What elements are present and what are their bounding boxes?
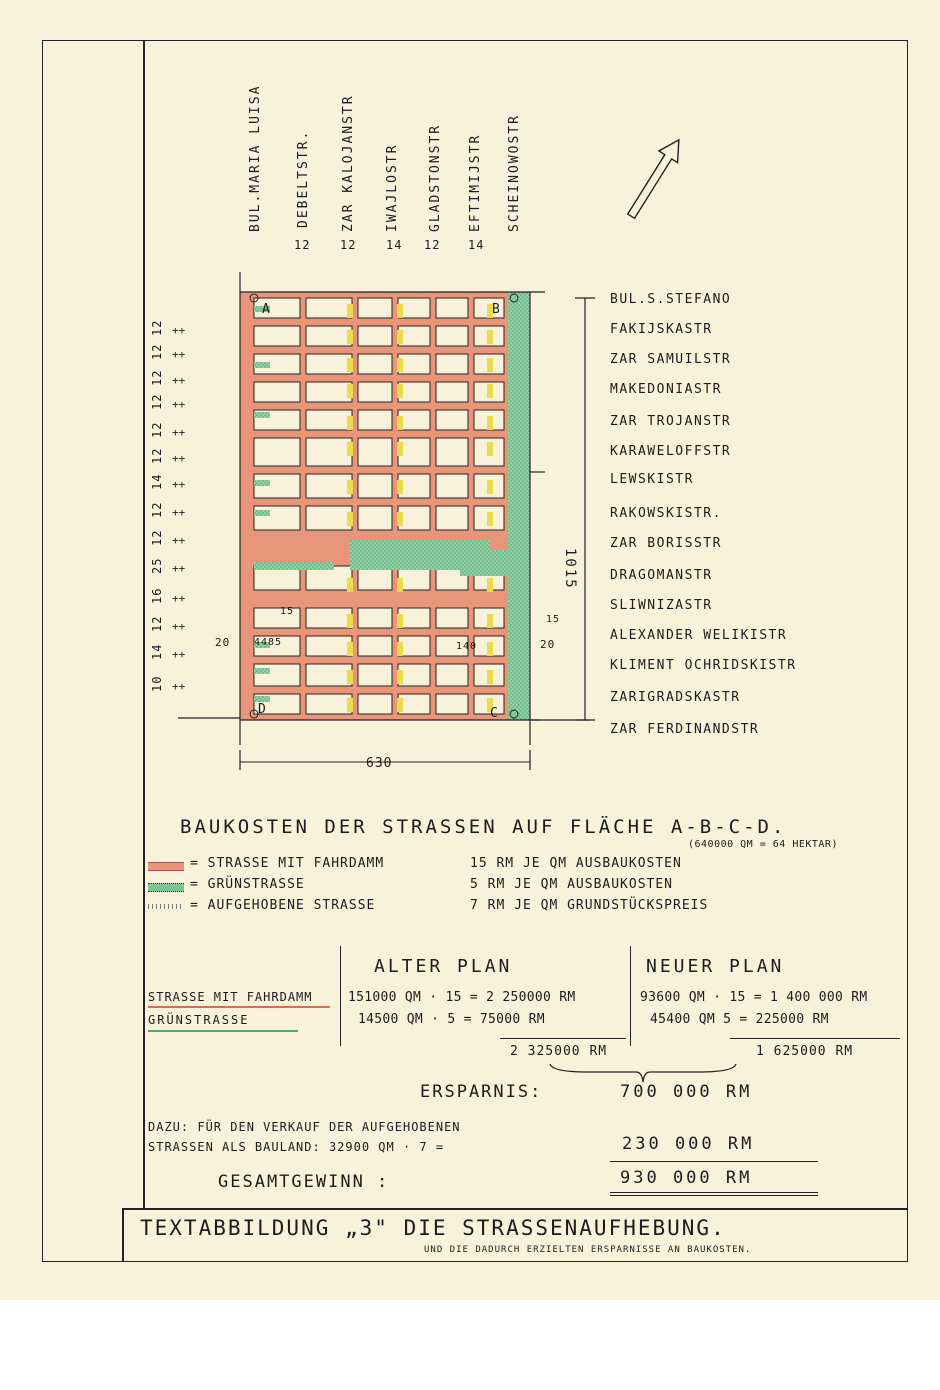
building-block bbox=[306, 438, 352, 466]
left-width-label: 10 bbox=[150, 675, 164, 692]
dim-label: 4485 bbox=[254, 637, 283, 648]
green-cross-street bbox=[254, 562, 334, 570]
building-block bbox=[436, 298, 468, 318]
row-label-road: STRASSE MIT FAHRDAMM bbox=[148, 990, 313, 1004]
title-block-line bbox=[122, 1208, 908, 1210]
left-width-label: 12 bbox=[150, 319, 164, 336]
right-street-label: ZAR BORISSTR bbox=[610, 536, 722, 551]
right-street-label: LEWSKISTR bbox=[610, 472, 694, 487]
removed-street-segment bbox=[397, 614, 403, 628]
right-street-label: KARAWELOFFSTR bbox=[610, 444, 732, 459]
total-value: 930 000 RM bbox=[620, 1168, 753, 1188]
removed-street-segment bbox=[397, 384, 403, 398]
green-stub bbox=[254, 480, 270, 486]
right-street-label: ZAR SAMUILSTR bbox=[610, 352, 732, 367]
green-stub bbox=[254, 362, 270, 368]
building-block bbox=[306, 354, 352, 374]
removed-street-segment bbox=[397, 304, 403, 318]
building-block bbox=[358, 382, 392, 402]
left-width-label: 12 bbox=[150, 615, 164, 632]
new-plan-row-road: 93600 QM · 15 = 1 400 000 RM bbox=[640, 990, 868, 1005]
building-block bbox=[306, 694, 352, 714]
legend-cost: 15 RM JE QM AUSBAUKOSTEN bbox=[470, 856, 682, 871]
sum-line bbox=[730, 1038, 900, 1039]
building-block bbox=[358, 438, 392, 466]
removed-street-segment bbox=[487, 358, 493, 372]
right-street-label: KLIMENT OCHRIDSKISTR bbox=[610, 658, 797, 673]
building-block bbox=[254, 438, 300, 466]
building-block bbox=[358, 636, 392, 656]
total-line bbox=[610, 1161, 818, 1162]
removed-street-segment bbox=[347, 578, 353, 592]
extra-line-2: STRASSEN ALS BAULAND: 32900 QM · 7 = bbox=[148, 1140, 445, 1154]
dim-label: 140 bbox=[456, 641, 478, 652]
removed-street-segment bbox=[347, 670, 353, 684]
removed-street-segment bbox=[397, 670, 403, 684]
table-divider bbox=[340, 946, 341, 1046]
legend-cost: 5 RM JE QM AUSBAUKOSTEN bbox=[470, 877, 674, 892]
width-tick-mark: ++ bbox=[172, 374, 186, 387]
removed-street-segment bbox=[487, 416, 493, 430]
corner-c-label: C bbox=[490, 706, 499, 721]
dim-label: 20 bbox=[215, 636, 231, 649]
north-arrow-icon bbox=[620, 128, 690, 228]
old-plan-row-road: 151000 QM · 15 = 2 250000 RM bbox=[348, 990, 576, 1005]
removed-street-segment bbox=[487, 480, 493, 494]
building-block bbox=[306, 382, 352, 402]
removed-street-segment bbox=[347, 442, 353, 456]
left-width-label: 12 bbox=[150, 529, 164, 546]
frame-inner-line bbox=[143, 40, 145, 1208]
dim-label: 20 bbox=[540, 638, 556, 651]
building-block bbox=[306, 410, 352, 430]
removed-street-segment bbox=[397, 442, 403, 456]
right-street-label: FAKIJSKASTR bbox=[610, 322, 713, 337]
left-width-label: 16 bbox=[150, 587, 164, 604]
building-block bbox=[436, 506, 468, 530]
building-block bbox=[436, 474, 468, 498]
sum-line bbox=[500, 1038, 626, 1039]
legend-swatch-green bbox=[148, 883, 184, 892]
green-stub bbox=[254, 510, 270, 516]
width-tick-mark: ++ bbox=[172, 348, 186, 361]
removed-street-segment bbox=[397, 330, 403, 344]
right-street-label: DRAGOMANSTR bbox=[610, 568, 713, 583]
legend-label: = GRÜNSTRASSE bbox=[190, 877, 305, 892]
removed-street-segment bbox=[397, 698, 403, 712]
top-street-label: ZAR KALOJANSTR bbox=[341, 94, 356, 232]
removed-street-segment bbox=[487, 670, 493, 684]
removed-street-segment bbox=[487, 578, 493, 592]
legend-label: = AUFGEHOBENE STRASSE bbox=[190, 898, 376, 913]
width-tick-mark: ++ bbox=[172, 680, 186, 693]
building-block bbox=[306, 664, 352, 686]
total-label: GESAMTGEWINN : bbox=[218, 1172, 390, 1192]
green-street-east bbox=[508, 292, 530, 720]
building-block bbox=[358, 354, 392, 374]
legend-cost: 7 RM JE QM GRUNDSTÜCKSPREIS bbox=[470, 898, 709, 913]
top-street-label: IWAJLOSTR bbox=[385, 143, 400, 232]
width-tick-mark: ++ bbox=[172, 506, 186, 519]
removed-street-segment bbox=[347, 384, 353, 398]
height-dimension: 1015 bbox=[562, 548, 578, 590]
removed-street-segment bbox=[487, 614, 493, 628]
new-plan-row-green: 45400 QM 5 = 225000 RM bbox=[650, 1012, 829, 1027]
building-block bbox=[436, 410, 468, 430]
building-block bbox=[254, 664, 300, 686]
building-block bbox=[306, 608, 352, 628]
building-block bbox=[306, 298, 352, 318]
corner-b-label: B bbox=[492, 302, 501, 317]
building-block bbox=[306, 506, 352, 530]
new-plan-sum: 1 625000 RM bbox=[756, 1044, 854, 1059]
row-label-green: GRÜNSTRASSE bbox=[148, 1013, 250, 1027]
legend-swatch-road bbox=[148, 862, 184, 871]
width-tick-mark: ++ bbox=[172, 324, 186, 337]
building-block bbox=[254, 506, 300, 530]
old-plan-heading: ALTER PLAN bbox=[374, 956, 513, 977]
cost-heading: BAUKOSTEN DER STRASSEN AUF FLÄCHE A-B-C-D. bbox=[180, 816, 787, 838]
dim-label: 15 bbox=[546, 614, 561, 625]
building-block bbox=[306, 636, 352, 656]
top-width-label: 14 bbox=[386, 238, 403, 252]
top-street-label: DEBELTSTR. bbox=[296, 129, 311, 228]
title-block-left-line bbox=[122, 1208, 124, 1262]
right-street-label: ZAR FERDINANDSTR bbox=[610, 722, 760, 737]
building-block bbox=[306, 326, 352, 346]
removed-street-segment bbox=[397, 416, 403, 430]
building-block bbox=[436, 326, 468, 346]
removed-street-segment bbox=[397, 358, 403, 372]
building-block bbox=[436, 608, 468, 628]
removed-street-segment bbox=[347, 304, 353, 318]
building-block bbox=[436, 694, 468, 714]
removed-street-segment bbox=[397, 642, 403, 656]
building-block bbox=[436, 664, 468, 686]
building-block bbox=[436, 438, 468, 466]
building-block bbox=[358, 474, 392, 498]
left-width-label: 12 bbox=[150, 393, 164, 410]
building-block bbox=[358, 694, 392, 714]
right-street-label: BUL.S.STEFANO bbox=[610, 292, 732, 307]
building-block bbox=[436, 354, 468, 374]
width-tick-mark: ++ bbox=[172, 620, 186, 633]
top-width-label: 12 bbox=[340, 238, 357, 252]
right-street-label: SLIWNIZASTR bbox=[610, 598, 713, 613]
left-width-label: 14 bbox=[150, 643, 164, 660]
row-label-road-underline bbox=[148, 1006, 330, 1008]
left-width-label: 14 bbox=[150, 473, 164, 490]
extra-value: 230 000 RM bbox=[622, 1134, 755, 1154]
removed-street-segment bbox=[487, 642, 493, 656]
new-plan-heading: NEUER PLAN bbox=[646, 956, 785, 977]
left-width-label: 25 bbox=[150, 557, 164, 574]
removed-street-segment bbox=[487, 512, 493, 526]
green-stub bbox=[254, 412, 270, 418]
street-plan bbox=[160, 250, 600, 770]
removed-street-segment bbox=[347, 642, 353, 656]
removed-street-segment bbox=[347, 698, 353, 712]
top-width-label: 14 bbox=[468, 238, 485, 252]
removed-street-segment bbox=[347, 358, 353, 372]
right-street-label: ALEXANDER WELIKISTR bbox=[610, 628, 788, 643]
width-dimension: 630 bbox=[366, 756, 393, 771]
removed-street-segment bbox=[347, 416, 353, 430]
building-block bbox=[254, 382, 300, 402]
width-tick-mark: ++ bbox=[172, 478, 186, 491]
building-block bbox=[306, 474, 352, 498]
green-cross-street bbox=[460, 550, 508, 576]
right-street-label: RAKOWSKISTR. bbox=[610, 506, 722, 521]
width-tick-mark: ++ bbox=[172, 534, 186, 547]
image-bottom-margin bbox=[0, 1300, 940, 1390]
savings-value: 700 000 RM bbox=[620, 1082, 753, 1102]
right-street-label: ZAR TROJANSTR bbox=[610, 414, 732, 429]
width-tick-mark: ++ bbox=[172, 426, 186, 439]
removed-street-segment bbox=[347, 614, 353, 628]
left-width-label: 12 bbox=[150, 501, 164, 518]
right-street-label: MAKEDONIASTR bbox=[610, 382, 722, 397]
caption-title: TEXTABBILDUNG „3" DIE STRASSENAUFHEBUNG. bbox=[140, 1216, 726, 1240]
building-block bbox=[254, 326, 300, 346]
top-width-label: 12 bbox=[294, 238, 311, 252]
removed-street-segment bbox=[397, 512, 403, 526]
width-tick-mark: ++ bbox=[172, 648, 186, 661]
corner-a-label: A bbox=[262, 302, 271, 317]
row-label-green-underline bbox=[148, 1030, 298, 1032]
left-width-label: 12 bbox=[150, 421, 164, 438]
left-width-label: 12 bbox=[150, 369, 164, 386]
top-street-label: SCHEINOWOSTR bbox=[507, 114, 522, 232]
caption-subtitle: UND DIE DADURCH ERZIELTEN ERSPARNISSE AN BAUKOSTEN. bbox=[424, 1245, 752, 1255]
top-width-label: 12 bbox=[424, 238, 441, 252]
old-plan-row-green: 14500 QM · 5 = 75000 RM bbox=[358, 1012, 545, 1027]
top-street-label: BUL.MARIA LUISA bbox=[248, 84, 263, 232]
cost-subheading: (640000 QM = 64 HEKTAR) bbox=[688, 839, 838, 850]
building-block bbox=[358, 326, 392, 346]
top-street-label: EFTIMIJSTR bbox=[468, 133, 483, 232]
building-block bbox=[358, 664, 392, 686]
width-tick-mark: ++ bbox=[172, 398, 186, 411]
brace-icon bbox=[548, 1062, 738, 1084]
removed-street-segment bbox=[347, 512, 353, 526]
removed-street-segment bbox=[487, 330, 493, 344]
legend-label: = STRASSE MIT FAHRDAMM bbox=[190, 856, 385, 871]
extra-line-1: DAZU: FÜR DEN VERKAUF DER AUFGEHOBENEN bbox=[148, 1120, 461, 1134]
width-tick-mark: ++ bbox=[172, 452, 186, 465]
removed-street-segment bbox=[487, 442, 493, 456]
removed-street-segment bbox=[347, 480, 353, 494]
right-street-label: ZARIGRADSKASTR bbox=[610, 690, 741, 705]
removed-street-segment bbox=[347, 330, 353, 344]
width-tick-mark: ++ bbox=[172, 562, 186, 575]
dim-label: 15 bbox=[280, 606, 295, 617]
building-block bbox=[358, 608, 392, 628]
corner-d-label: D bbox=[258, 702, 267, 717]
total-double-line bbox=[610, 1192, 818, 1193]
green-stub bbox=[254, 668, 270, 674]
building-block bbox=[358, 298, 392, 318]
removed-street-segment bbox=[487, 384, 493, 398]
removed-street-segment bbox=[397, 480, 403, 494]
building-block bbox=[358, 506, 392, 530]
removed-street-segment bbox=[397, 578, 403, 592]
table-divider bbox=[630, 946, 631, 1046]
savings-label: ERSPARNIS: bbox=[420, 1082, 543, 1102]
width-tick-mark: ++ bbox=[172, 592, 186, 605]
top-street-label: GLADSTONSTR bbox=[428, 123, 443, 232]
building-block bbox=[358, 410, 392, 430]
legend-swatch-removed bbox=[148, 904, 184, 909]
total-double-line bbox=[610, 1195, 818, 1196]
building-block bbox=[436, 382, 468, 402]
left-width-label: 12 bbox=[150, 343, 164, 360]
left-width-label: 12 bbox=[150, 447, 164, 464]
old-plan-sum: 2 325000 RM bbox=[510, 1044, 608, 1059]
